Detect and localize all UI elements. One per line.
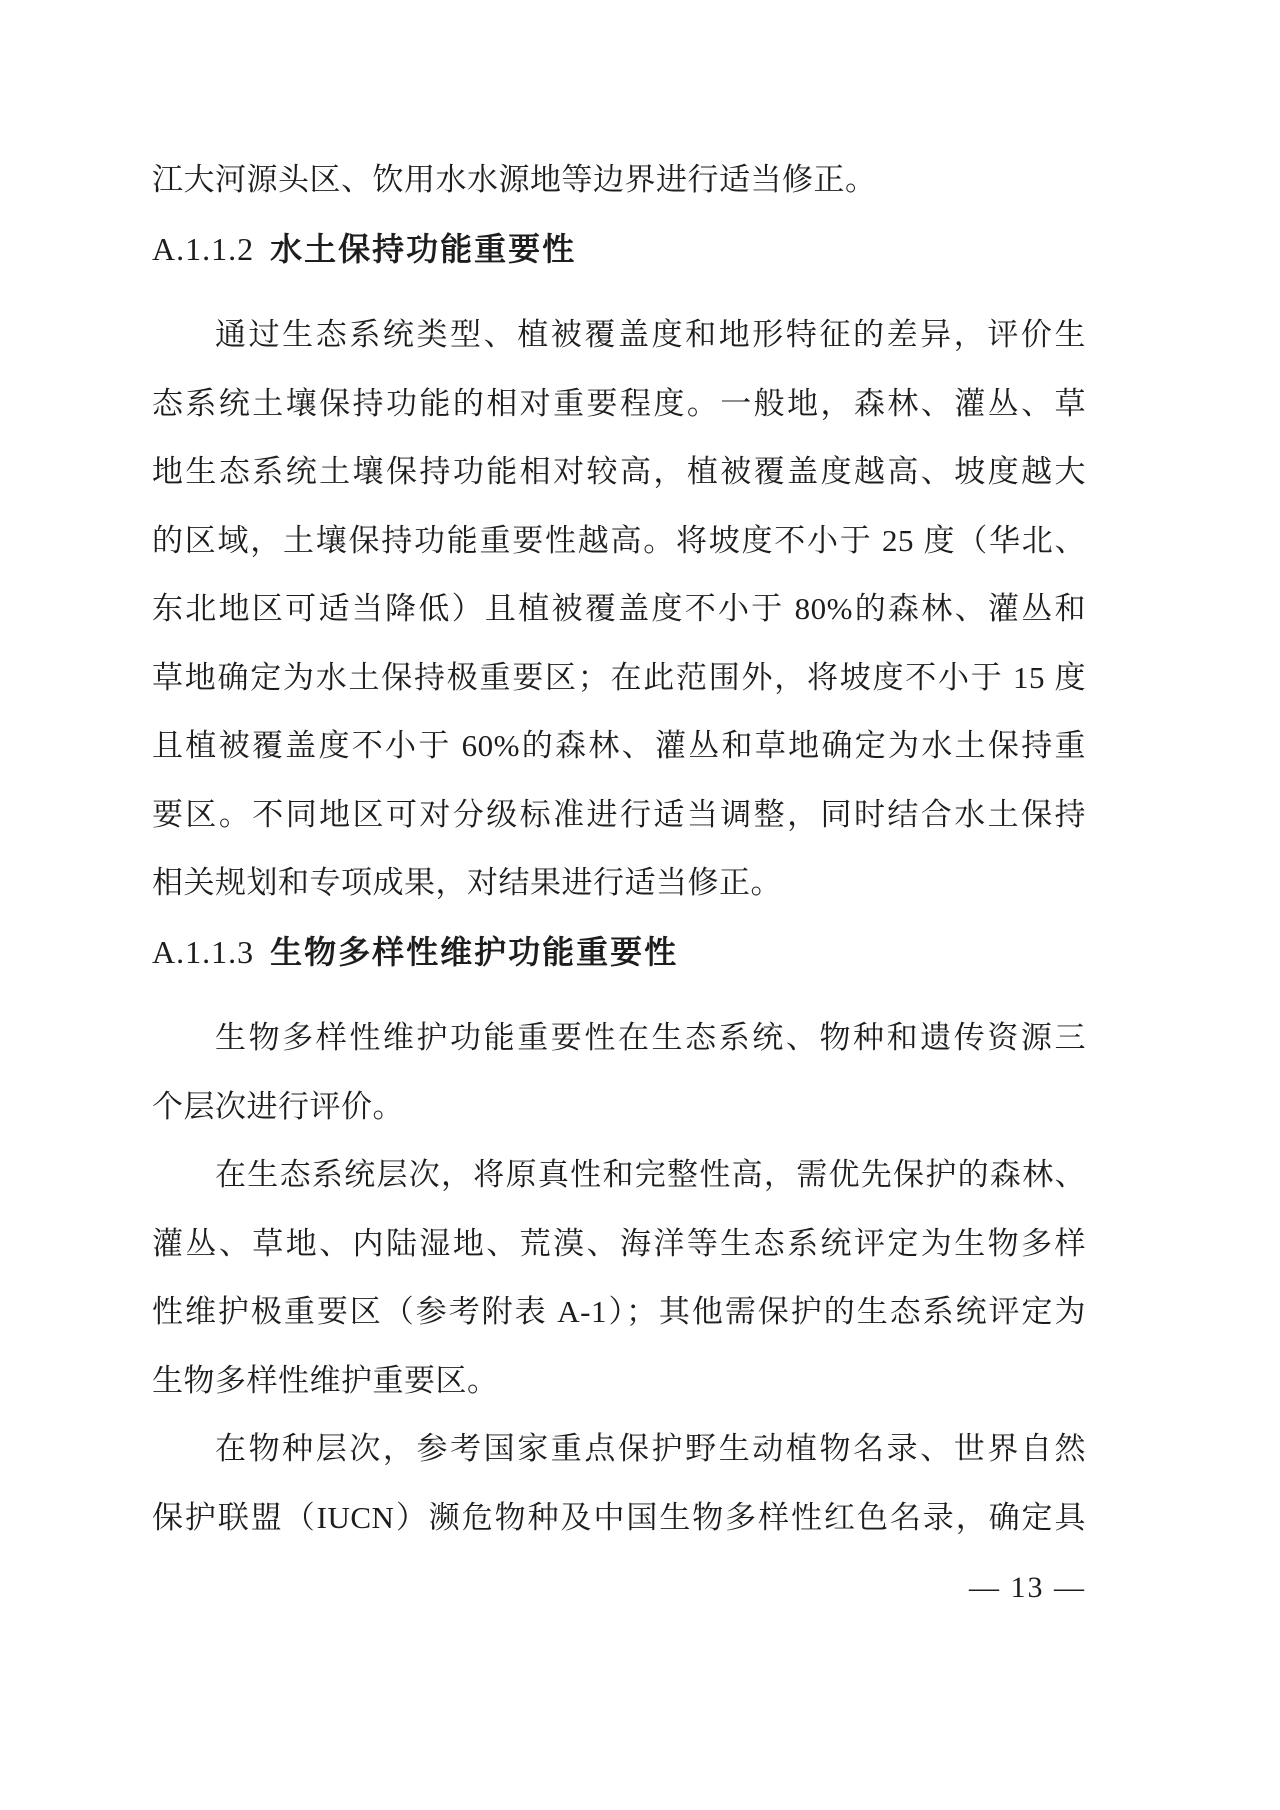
body-line: 江大河源头区、饮用水水源地等边界进行适当修正。 bbox=[152, 162, 877, 197]
body-line: 要区。不同地区可对分级标准进行适当调整，同时结合水土保持 bbox=[152, 796, 1086, 832]
body-line: 个层次进行评价。 bbox=[152, 1088, 404, 1124]
body-line: 东北地区可适当降低）且植被覆盖度不小于 80%的森林、灌丛和 bbox=[152, 591, 1086, 626]
body-line: 保护联盟（IUCN）濒危物种及中国生物多样性红色名录，确定具 bbox=[152, 1499, 1086, 1535]
body-line: 草地确定为水土保持极重要区；在此范围外，将坡度不小于 15 度 bbox=[152, 659, 1086, 695]
heading-number: A.1.1.3 bbox=[152, 933, 255, 970]
body-line: 生物多样性维护重要区。 bbox=[152, 1362, 499, 1398]
body-line: 态系统土壤保持功能的相对重要程度。一般地，森林、灌丛、草 bbox=[152, 385, 1086, 421]
body-line: 相关规划和专项成果，对结果进行适当修正。 bbox=[152, 865, 782, 900]
heading-number: A.1.1.2 bbox=[152, 230, 255, 267]
body-line: 地生态系统土壤保持功能相对较高，植被覆盖度越高、坡度越大 bbox=[152, 454, 1086, 489]
body-line: 通过生态系统类型、植被覆盖度和地形特征的差异，评价生 bbox=[215, 317, 1086, 352]
page-number: — 13 — bbox=[969, 1571, 1086, 1604]
body-line: 的区域，土壤保持功能重要性越高。将坡度不小于 25 度（华北、 bbox=[152, 522, 1086, 558]
text-column bbox=[152, 146, 1086, 1552]
section-heading bbox=[152, 215, 1086, 284]
body-line: 灌丛、草地、内陆湿地、荒漠、海洋等生态系统评定为生物多样 bbox=[152, 1225, 1086, 1261]
body-line: 在物种层次，参考国家重点保护野生动植物名录、世界自然 bbox=[215, 1431, 1086, 1466]
heading-title: 生物多样性维护功能重要性 bbox=[270, 933, 679, 970]
body-line: 在生态系统层次，将原真性和完整性高，需优先保护的森林、 bbox=[215, 1157, 1086, 1192]
body-line: 性维护极重要区（参考附表 A-1）；其他需保护的生态系统评定为 bbox=[152, 1294, 1086, 1329]
body-line: 且植被覆盖度不小于 60%的森林、灌丛和草地确定为水土保持重 bbox=[152, 728, 1086, 763]
body-line: 生物多样性维护功能重要性在生态系统、物种和遗传资源三 bbox=[215, 1020, 1086, 1055]
section-heading bbox=[152, 918, 1086, 987]
heading-title: 水土保持功能重要性 bbox=[270, 230, 577, 267]
